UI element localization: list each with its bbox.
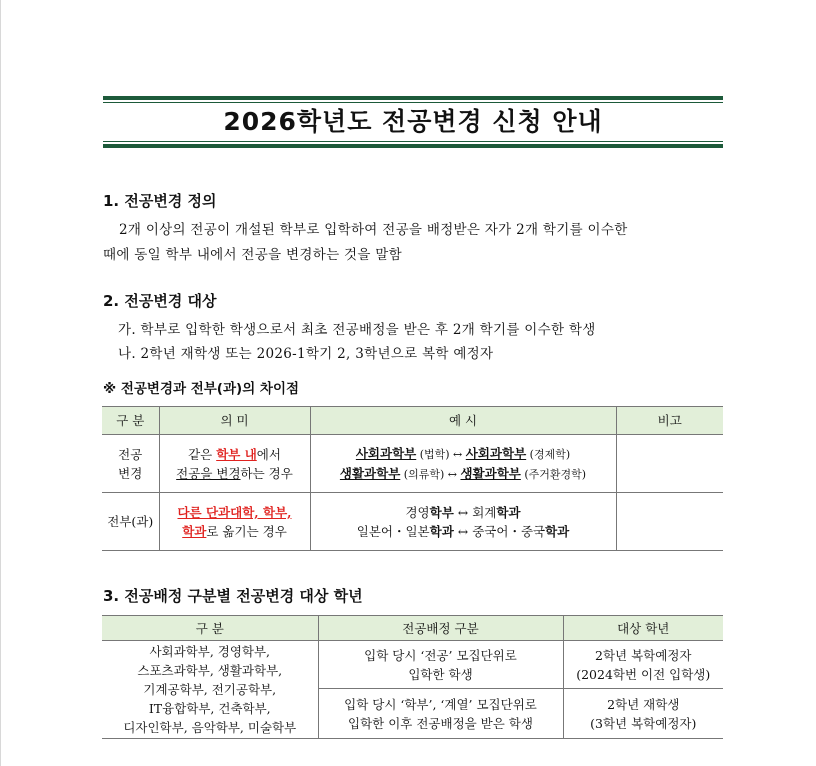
grade-table-header [102, 616, 723, 641]
assignment-line2: 입학한 이후 전공배정을 받은 학생 [348, 715, 533, 731]
title-bar-top [103, 96, 723, 100]
example-dept: 사회과학부 [355, 445, 417, 461]
meaning-post: 에서 [256, 446, 281, 462]
example-text: 경영 [405, 504, 430, 520]
department-line: 디자인학부, 음악학부, 미술학부 [123, 720, 297, 735]
example-note: (주거환경학) [520, 467, 587, 481]
meaning-post2: 하는 경우 [240, 465, 293, 481]
department-line: IT융합학부, 건축학부, [148, 701, 271, 716]
example-bold: 학부 [429, 504, 454, 520]
transfer-example-line1 [311, 503, 616, 522]
department-line: 기계공학부, 전기공학부, [143, 682, 277, 697]
major-change-example [310, 435, 616, 493]
row-major-change [102, 435, 723, 493]
difference-table-header [102, 407, 723, 435]
assignment-line2: 입학한 학생 [408, 666, 473, 682]
assignment-faculty [318, 689, 563, 739]
example-bold: 학과 [496, 504, 521, 520]
transfer-meaning-red2: 학과 [182, 523, 207, 539]
example-dept: 생활과학부 [460, 465, 521, 481]
title-bar-bottom [103, 144, 723, 148]
grade-row-major-admission [102, 641, 723, 689]
meaning-pre: 같은 [188, 446, 217, 462]
major-change-meaning [159, 435, 310, 493]
example-text: 일본어・일본 [356, 523, 430, 539]
target-major [563, 641, 723, 689]
meaning-line2 [160, 464, 310, 483]
grade-table [102, 615, 723, 739]
section2-heading: 2. 전공변경 대상 [103, 292, 217, 310]
section1-text-line1: 2개 이상의 전공이 개설된 학부로 입학하여 전공을 배정받은 자가 2개 학기를 이수한 [119, 222, 628, 238]
category-line1: 전공 [118, 446, 143, 462]
page-left-edge [0, 0, 1, 766]
major-change-remark [616, 435, 723, 493]
major-change-category [102, 435, 159, 493]
section2-item-a: 가. 학부로 입학한 학생으로서 최초 전공배정을 받은 후 2개 학기를 이수한 학생 [118, 322, 596, 338]
title-bar-bottom-thin [103, 141, 723, 142]
example-line2 [311, 464, 616, 484]
category-line2: 변경 [118, 465, 143, 481]
header-meaning: 의 미 [159, 407, 310, 435]
difference-table [102, 406, 723, 551]
meaning-line1 [160, 445, 310, 464]
example-text: ↔ 회계 [453, 504, 497, 520]
title-block [103, 96, 723, 148]
header-example: 예 시 [310, 407, 616, 435]
section2-item-b: 나. 2학년 재학생 또는 2026-1학기 2, 3학년으로 복학 예정자 [118, 346, 494, 362]
assignment-major [318, 641, 563, 689]
example-dept: 사회과학부 [465, 445, 527, 461]
department-list [102, 641, 318, 739]
page-title: 2026학년도 전공변경 신청 안내 [223, 107, 603, 136]
example-line1 [311, 444, 616, 464]
header-remark: 비고 [616, 407, 723, 435]
target-line1: 2학년 재학생 [607, 696, 680, 712]
example-bold: 학과 [429, 523, 454, 539]
header-category: 구 분 [102, 407, 159, 435]
transfer-category: 전부(과) [102, 493, 159, 551]
title-bar-top-thin [103, 102, 723, 103]
target-faculty [563, 689, 723, 739]
grade-header-category: 구 분 [102, 616, 318, 641]
department-line: 사회과학부, 경영학부, [149, 644, 271, 659]
target-line2: (3학년 복학예정자) [590, 715, 697, 731]
transfer-meaning [159, 493, 310, 551]
transfer-meaning-post: 로 옮기는 경우 [206, 523, 287, 539]
transfer-example [310, 493, 616, 551]
assignment-line1: 입학 당시 ‘전공’ 모집단위로 [364, 647, 517, 663]
transfer-meaning-line2 [160, 522, 310, 541]
grade-header-assignment: 전공배정 구분 [318, 616, 563, 641]
transfer-example-line2 [311, 522, 616, 541]
grade-header-target: 대상 학년 [563, 616, 723, 641]
target-line1: 2학년 복학예정자 [595, 647, 692, 663]
meaning-emphasis: 전공을 변경 [176, 465, 241, 481]
target-line2: (2024학번 이전 입학생) [576, 666, 711, 682]
example-note: (법학) ↔ [416, 447, 466, 461]
difference-note: ※ 전공변경과 전부(과)의 차이점 [103, 381, 300, 397]
assignment-line1: 입학 당시 ‘학부’, ‘계열’ 모집단위로 [344, 696, 537, 712]
example-text: ↔ 중국어・중국 [453, 523, 546, 539]
example-bold: 학과 [545, 523, 570, 539]
section1-text-line2: 때에 동일 학부 내에서 전공을 변경하는 것을 말함 [103, 247, 402, 263]
meaning-emphasis-red: 학부 내 [216, 446, 257, 462]
row-transfer [102, 493, 723, 551]
transfer-meaning-red: 다른 단과대학, 학부, [177, 504, 292, 520]
section1-heading: 1. 전공변경 정의 [103, 192, 217, 210]
transfer-remark [616, 493, 723, 551]
example-dept: 생활과학부 [339, 465, 401, 481]
section3-heading: 3. 전공배정 구분별 전공변경 대상 학년 [103, 587, 363, 605]
department-line: 스포츠과학부, 생활과학부, [137, 663, 283, 678]
example-note: (의류학) ↔ [400, 467, 461, 481]
example-note: (경제학) [526, 447, 571, 461]
